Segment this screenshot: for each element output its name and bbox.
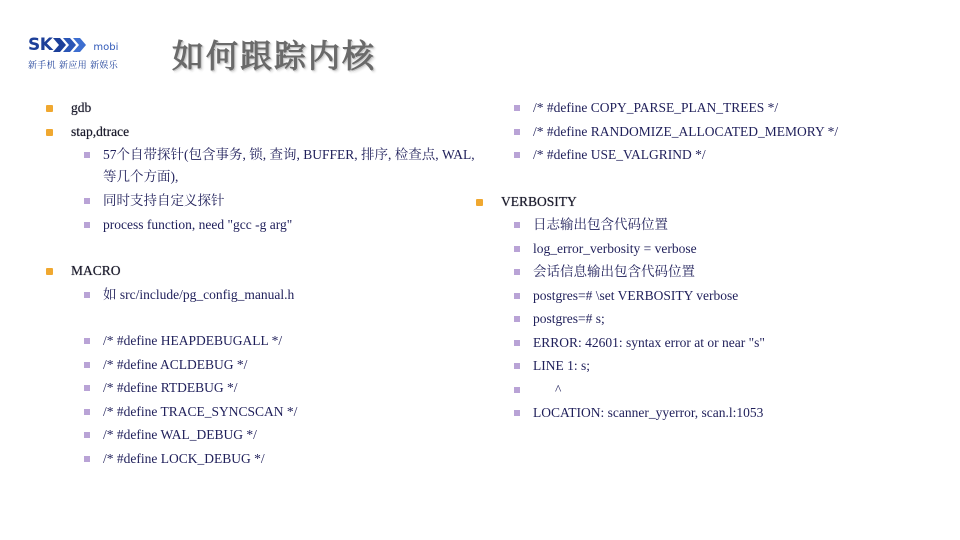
sub-bullet-define: /* #define RANDOMIZE_ALLOCATED_MEMORY */ — [474, 120, 924, 144]
square-bullet-icon — [84, 198, 90, 204]
skmobi-logo — [28, 34, 152, 74]
sub-bullet-define: /* #define LOCK_DEBUG */ — [44, 447, 484, 471]
right-column — [474, 96, 924, 425]
bullet-verbosity: VERBOSITY — [474, 190, 924, 214]
square-bullet-icon — [84, 385, 90, 391]
sub-bullet-define: /* #define COPY_PARSE_PLAN_TREES */ — [474, 96, 924, 120]
sub-bullet-verbosity-line: postgres=# s; — [474, 307, 924, 331]
sub-bullet-verbosity-line: LOCATION: scanner_yyerror, scan.l:1053 — [474, 401, 924, 425]
sub-bullet-define: /* #define WAL_DEBUG */ — [44, 423, 484, 447]
square-bullet-icon — [514, 246, 520, 252]
square-bullet-icon — [514, 316, 520, 322]
sub-bullet-verbosity-line: ERROR: 42601: syntax error at or near "s" — [474, 331, 924, 355]
square-bullet-icon — [46, 129, 53, 136]
square-bullet-icon — [476, 199, 483, 206]
square-bullet-icon — [84, 292, 90, 298]
sub-bullet-define: /* #define HEAPDEBUGALL */ — [44, 329, 484, 353]
slide-title: 如何跟踪内核 — [172, 37, 377, 75]
square-bullet-icon — [46, 105, 53, 112]
square-bullet-icon — [84, 456, 90, 462]
square-bullet-icon — [84, 152, 90, 158]
logo-tagline: 新手机 新应用 新娱乐 — [28, 61, 119, 71]
sub-bullet-verbosity-line: LINE 1: s; — [474, 354, 924, 378]
sub-bullet-define: /* #define USE_VALGRIND */ — [474, 143, 924, 167]
square-bullet-icon — [514, 410, 520, 416]
logo-mobi-text: mobi — [93, 42, 119, 53]
sub-bullet-config-file: 如 src/include/pg_config_manual.h — [44, 283, 484, 307]
square-bullet-icon — [514, 152, 520, 158]
square-bullet-icon — [514, 129, 520, 135]
square-bullet-icon — [514, 105, 520, 111]
sub-bullet-define: /* #define ACLDEBUG */ — [44, 353, 484, 377]
sub-bullet-verbosity-line: ^ — [474, 378, 924, 402]
square-bullet-icon — [84, 362, 90, 368]
square-bullet-icon — [46, 268, 53, 275]
bullet-macro: MACRO — [44, 259, 484, 283]
sub-bullet-verbosity-line: log_error_verbosity = verbose — [474, 237, 924, 261]
bullet-gdb: gdb — [44, 96, 484, 120]
sub-bullet-process-function: process function, need "gcc -g arg" — [44, 213, 484, 237]
square-bullet-icon — [514, 363, 520, 369]
square-bullet-icon — [514, 222, 520, 228]
square-bullet-icon — [514, 293, 520, 299]
sub-bullet-probes: 57个自带探针(包含事务, 锁, 查询, BUFFER, 排序, 检查点, WAL, 等几个方面), — [44, 143, 484, 189]
left-column — [44, 96, 484, 470]
square-bullet-icon — [84, 338, 90, 344]
bullet-stap: stap,dtrace — [44, 120, 484, 144]
sub-bullet-verbosity-line: postgres=# \set VERBOSITY verbose — [474, 284, 924, 308]
sub-bullet-define: /* #define RTDEBUG */ — [44, 376, 484, 400]
logo-brand-text: SK — [28, 35, 53, 55]
sub-bullet-verbosity-line: 会话信息输出包含代码位置 — [474, 260, 924, 284]
square-bullet-icon — [84, 222, 90, 228]
square-bullet-icon — [84, 432, 90, 438]
sub-bullet-define: /* #define TRACE_SYNCSCAN */ — [44, 400, 484, 424]
square-bullet-icon — [514, 387, 520, 393]
sub-bullet-custom-probes: 同时支持自定义探针 — [44, 189, 484, 213]
square-bullet-icon — [514, 269, 520, 275]
sub-bullet-verbosity-line: 日志输出包含代码位置 — [474, 213, 924, 237]
square-bullet-icon — [514, 340, 520, 346]
square-bullet-icon — [84, 409, 90, 415]
logo-chevron-icon — [53, 38, 91, 52]
